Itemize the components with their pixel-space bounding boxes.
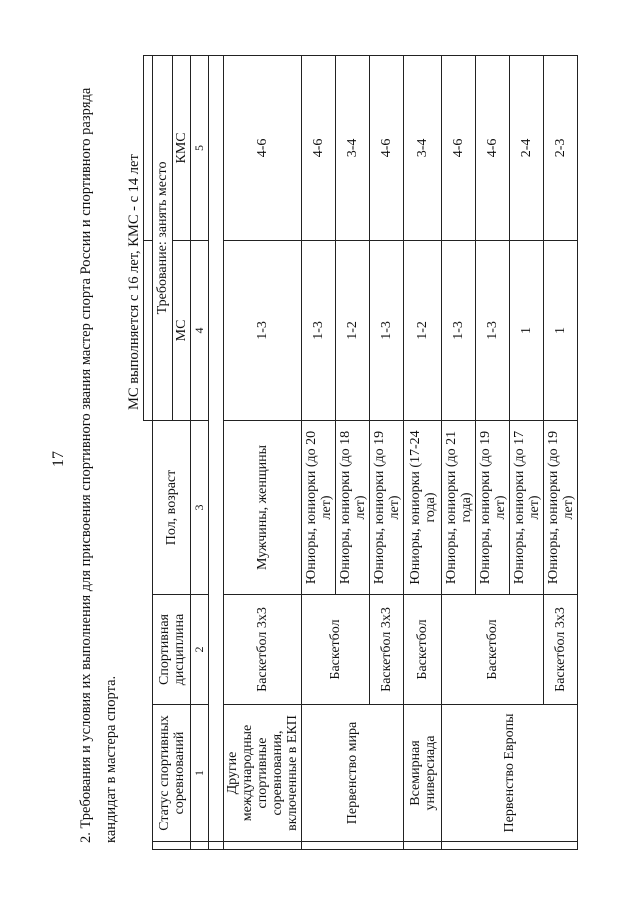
row-spacer [442,842,578,850]
cell-kms: 3-4 [404,55,442,240]
cell-status: Первенство мира [302,705,404,842]
cell-gender-age: Юниоры, юниорки (до 19 лет) [544,420,578,594]
edge-cell [144,240,153,420]
edge-cell [144,55,153,240]
cell-discipline: Баскетбол [404,595,442,705]
row-spacer [404,842,442,850]
cell-discipline: Баскетбол [302,595,370,705]
col-number-5: 5 [191,55,209,240]
table-row [404,55,442,849]
cell-ms: 1-2 [336,240,370,420]
col-number-3: 3 [191,420,209,594]
cell-gender-age: Юниоры, юниорки (до 17 лет) [510,420,544,594]
cell-ms: 1-3 [224,240,302,420]
requirements-table [143,55,578,850]
col-number-1: 1 [191,705,209,842]
cell-kms: 4-6 [442,55,476,240]
header-ms: МС [173,240,191,420]
cell-discipline: Баскетбол 3х3 [370,595,404,705]
cell-discipline: Баскетбол [442,595,544,705]
cell-ms: 1 [510,240,544,420]
cell-ms: 1-3 [476,240,510,420]
table-row [224,55,302,849]
cell-ms: 1 [544,240,578,420]
header-requirement: Требование: занять место [153,55,173,420]
section-heading: 2. Требования и условия их выполнения для присвоения спортивного звания мастер спорта России и спортивного разряда кандидат в мастера спорта. [78,87,119,843]
age-note: МС выполняется с 16 лет, КМС - с 14 лет [126,154,142,410]
spacer-row [209,55,224,849]
header-row [153,55,173,849]
table-row [302,55,336,849]
cell-status: Другие международные спортивные соревнования, включенные в ЕКП [224,705,302,842]
table-row [442,55,476,849]
cell-discipline: Баскетбол 3х3 [544,595,578,705]
cell-ms: 1-3 [302,240,336,420]
column-number-row [191,55,209,849]
cell-kms: 4-6 [476,55,510,240]
cell-ms: 1-3 [442,240,476,420]
header-status: Статус спортивных соревнований [153,705,191,842]
cell-gender-age: Юниоры, юниорки (до 19 лет) [370,420,404,594]
cell-kms: 2-4 [510,55,544,240]
cell-gender-age: Юниоры, юниорки (17-24 года) [404,420,442,594]
cell-gender-age: Мужчины, женщины [224,420,302,594]
header-gender-age: Пол, возраст [153,420,191,594]
header-discipline: Спортивная дисциплина [153,595,191,705]
cell-ms: 1-2 [404,240,442,420]
cell-status: Первенство Европы [442,705,578,842]
cell-discipline: Баскетбол 3х3 [224,595,302,705]
col-number-4: 4 [191,240,209,420]
table-top-edge [144,55,153,849]
col-number-spacer [191,842,209,850]
cell-kms: 2-3 [544,55,578,240]
cell-ms: 1-3 [370,240,404,420]
header-spacer [153,842,191,850]
spacer-cell-wide [209,55,224,841]
cell-kms: 4-6 [302,55,336,240]
cell-kms: 4-6 [224,55,302,240]
cell-gender-age: Юниоры, юниорки (до 20 лет) [302,420,336,594]
row-spacer [224,842,302,850]
page-number: 17 [50,451,67,467]
header-kms: КМС [173,55,191,240]
cell-gender-age: Юниоры, юниорки (до 21 года) [442,420,476,594]
col-number-2: 2 [191,595,209,705]
spacer-cell [209,842,224,850]
cell-gender-age: Юниоры, юниорки (до 19 лет) [476,420,510,594]
cell-kms: 4-6 [370,55,404,240]
cell-gender-age: Юниоры, юниорки (до 18 лет) [336,420,370,594]
cell-status: Всемирная универсиада [404,705,442,842]
cell-kms: 3-4 [336,55,370,240]
row-spacer [302,842,404,850]
